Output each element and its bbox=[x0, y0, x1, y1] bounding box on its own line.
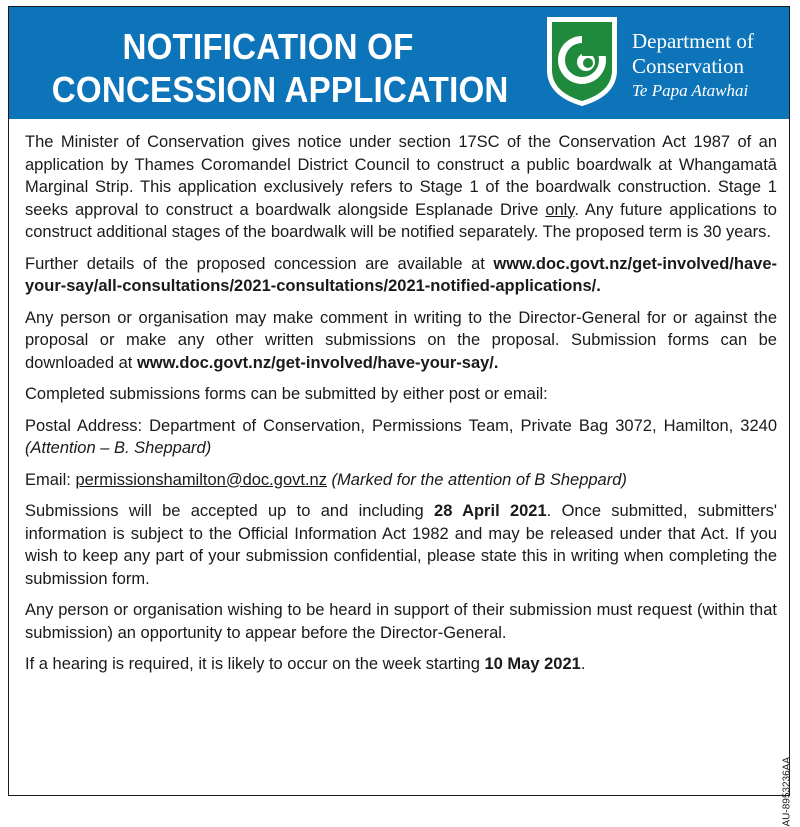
paragraph-hearing-date bbox=[25, 653, 777, 676]
title-line-2: CONCESSION APPLICATION bbox=[51, 69, 509, 110]
doc-logo-text bbox=[632, 29, 754, 103]
paragraph-deadline bbox=[25, 500, 777, 590]
notice-body bbox=[25, 131, 777, 685]
deadline-text-end: . Once submitted, submitters' information is subject to the Official Information Act 1982 and may be released under that Act. If you wish to keep any part of your submission confidential, please state this in writing when completing the submission form. bbox=[25, 502, 777, 588]
details-link[interactable]: www.doc.govt.nz/get-involved/have-your-say/all-consultations/2021-consultations/2021-notified-applications/. bbox=[25, 254, 777, 295]
paragraph-postal-address bbox=[25, 415, 777, 460]
comment-text: Any person or organisation may make comment in writing to the Director-General for or against the proposal or make any other written submissions on the proposal. Submission forms can be downloaded at bbox=[25, 308, 777, 372]
email-link[interactable]: permissionshamilton@doc.govt.nz bbox=[75, 470, 327, 489]
page-title bbox=[51, 25, 509, 111]
hearing-date: 10 May 2021 bbox=[484, 655, 581, 673]
hearing-date-end: . bbox=[580, 655, 586, 673]
intro-text-end: . Any future applications to construct additional stages of the boardwalk will be notified separately. The proposed term is 30 years. bbox=[25, 200, 777, 241]
paragraph-comment bbox=[25, 307, 777, 375]
postal-attention: (Attention – B. Sheppard) bbox=[25, 439, 212, 457]
logo-line-1: Department of bbox=[632, 29, 754, 53]
logo-line-3: Te Papa Atawhai bbox=[632, 81, 749, 100]
paragraph-details bbox=[25, 253, 777, 298]
header-banner bbox=[9, 7, 789, 119]
title-line-1: NOTIFICATION OF bbox=[122, 26, 414, 67]
details-text: Further details of the proposed concession are available at bbox=[25, 254, 494, 273]
hearing-request-text: Any person or organisation wishing to be heard in support of their submission must request (within that submission) an opportunity to appear before the Director-General. bbox=[25, 601, 777, 642]
paragraph-hearing-request bbox=[25, 599, 777, 644]
hearing-date-text: If a hearing is required, it is likely to occur on the week starting bbox=[25, 655, 485, 673]
notice-frame bbox=[8, 6, 792, 827]
deadline-text: Submissions will be accepted up to and including bbox=[25, 502, 435, 520]
submission-forms-link[interactable]: www.doc.govt.nz/get-involved/have-your-say/. bbox=[136, 353, 499, 372]
doc-logo-icon bbox=[545, 15, 619, 107]
email-label: Email: bbox=[25, 470, 76, 489]
paragraph-email bbox=[25, 469, 777, 492]
paragraph-submission-methods bbox=[25, 383, 777, 406]
email-note: (Marked for the attention of B Sheppard) bbox=[326, 470, 627, 489]
postal-address-text: Postal Address: Department of Conservation, Permissions Team, Private Bag 3072, Hamilton, 3240 bbox=[25, 416, 777, 435]
reference-code: AU-8953236AA bbox=[781, 757, 792, 827]
logo-line-2: Conservation bbox=[632, 54, 744, 78]
deadline-date: 28 April 2021 bbox=[434, 502, 547, 520]
submission-methods-text: Completed submissions forms can be submitted by either post or email: bbox=[25, 385, 548, 403]
paragraph-intro bbox=[25, 131, 777, 244]
intro-text: The Minister of Conservation gives notice under section 17SC of the Conservation Act 1987 of an application by Thames Coromandel District Council to construct a public boardwalk at Whangamatā Marginal Strip. This application exclusively refers to Stage 1 of the boardwalk construction. Stage 1 seeks approval to construct a boardwalk alongside Esplanade Drive bbox=[25, 133, 777, 219]
intro-only-underlined: only bbox=[545, 200, 575, 219]
